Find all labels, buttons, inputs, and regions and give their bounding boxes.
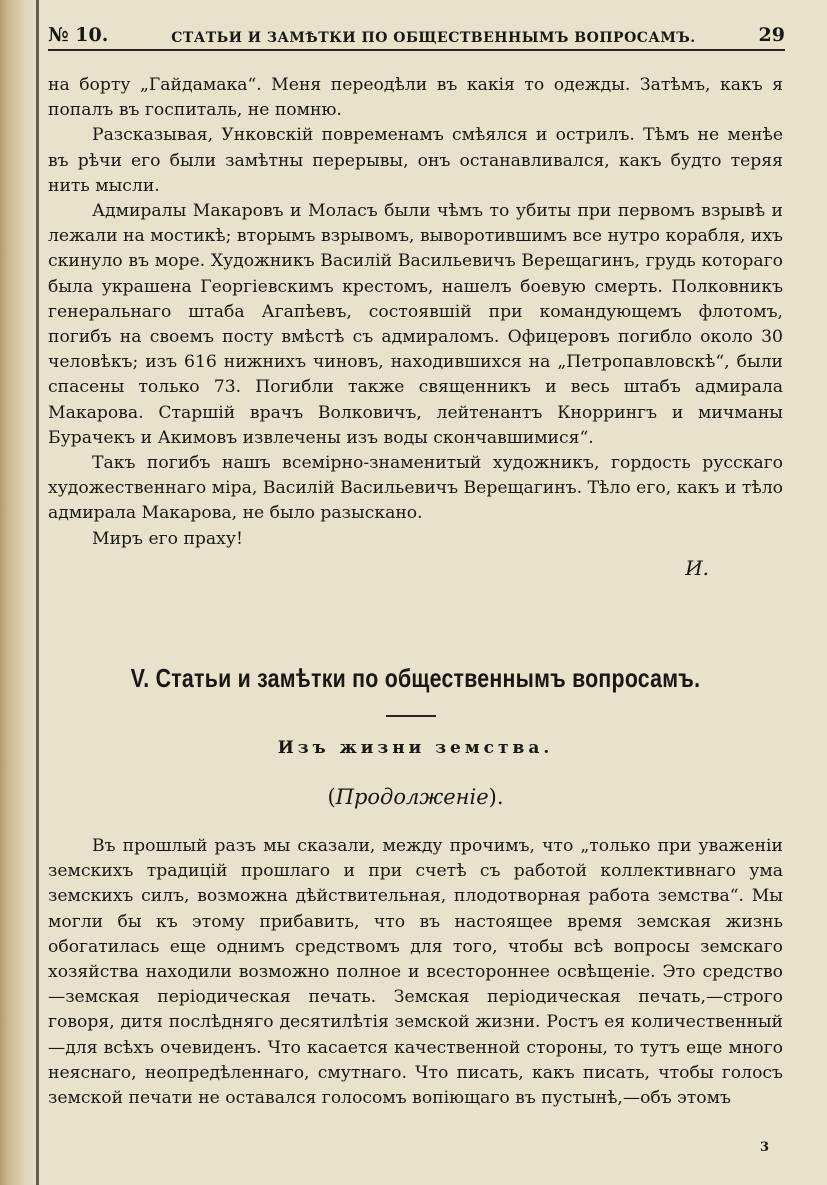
page-number: 29	[758, 24, 785, 46]
section-title: V. Статьи и замѣтки по общественнымъ вопросамъ.	[130, 663, 701, 693]
section-body	[48, 834, 783, 1111]
article-title: Изъ жизни земства.	[277, 738, 554, 758]
running-title: СТАТЬИ И ЗАМѢТКИ ПО ОБЩЕСТВЕННЫМЪ ВОПРОСАМЪ.	[171, 30, 696, 46]
paragraph: Такъ погибъ нашъ всемірно-знаменитый художникъ, гордость русскаго художественнаго міра, Василій Васильевичъ Верещагинъ. Тѣло его, какъ и тѣло адмирала Макарова, не было разыскано.	[48, 453, 783, 524]
paragraph: Адмиралы Макаровъ и Моласъ были чѣмъ то убиты при первомъ взрывѣ и лежали на мостикѣ; вторымъ взрывомъ, выворотившимъ все нутро корабля, ихъ скинуло въ море. Художникъ Василій Васильевичъ Верещагинъ, грудь котораго была украшена Георгіевскимъ крестомъ, нашелъ боевую смерть. Полковникъ генеральнаго штаба Агапѣевъ, состоявшій при командующемъ флотомъ, погибъ на своемъ посту вмѣстѣ съ адмираломъ. Офицеровъ погибло около 30 человѣкъ; изъ 616 нижнихъ чиновъ, находившихся на „Петропавловскѣ“, были спасены только 73. Погибли также священникъ и весь штабъ адмирала Макарова. Старшій врачъ Волковичъ, лейтенантъ Кноррингъ и мичманы Бурачекъ и Акимовъ извлечены изъ воды скончавшимися“.	[48, 201, 783, 448]
paragraph: на борту „Гайдамака“. Меня переодѣли въ какія то одежды. Затѣмъ, какъ я попалъ въ госпиталь, не помню.	[48, 75, 783, 121]
printer-signature-mark: 3	[759, 1140, 769, 1155]
page-edge	[0, 0, 40, 1185]
running-header	[48, 18, 785, 51]
paragraph: Въ прошлый разъ мы сказали, между прочимъ, что „только при уваженіи земскихъ традицій прошлаго и при счетѣ съ работой коллективнаго ума земскихъ силъ, возможна дѣйствительная, плодотворная работа земства“. Мы могли бы къ этому прибавить, что въ настоящее время земская жизнь обогатилась еще однимъ средствомъ для того, чтобы всѣ вопросы земскаго хозяйства находили возможно полное и всестороннее освѣщеніе. Это средство—земская періодическая печать. Земская періодическая печать,—строго говоря, дитя послѣдняго десятилѣтія земской жизни. Ростъ ея количественный—для всѣхъ очевиденъ. Что касается качественной стороны, то тутъ еще много неяснаго, неопредѣленнаго, смутнаго. Что писать, какъ писать, чтобы голосъ земской печати не оставался голосомъ вопіющаго въ пустынѣ,—объ этомъ	[48, 836, 783, 1109]
author-signature: И.	[685, 555, 709, 580]
divider	[386, 715, 436, 717]
continued-note: (Продолженіе).	[327, 785, 504, 809]
article-body	[48, 73, 783, 581]
paragraph: Разсказывая, Унковскій повременамъ смѣялся и острилъ. Тѣмъ не менѣе въ рѣчи его были замѣтны перерывы, онъ останавливался, какъ будто теряя нить мысли.	[48, 125, 783, 196]
paragraph: Миръ его праху!	[92, 528, 243, 549]
issue-number: № 10.	[48, 24, 109, 46]
continued-label: Продолженіе	[335, 785, 489, 809]
binding-spine	[36, 0, 39, 1185]
